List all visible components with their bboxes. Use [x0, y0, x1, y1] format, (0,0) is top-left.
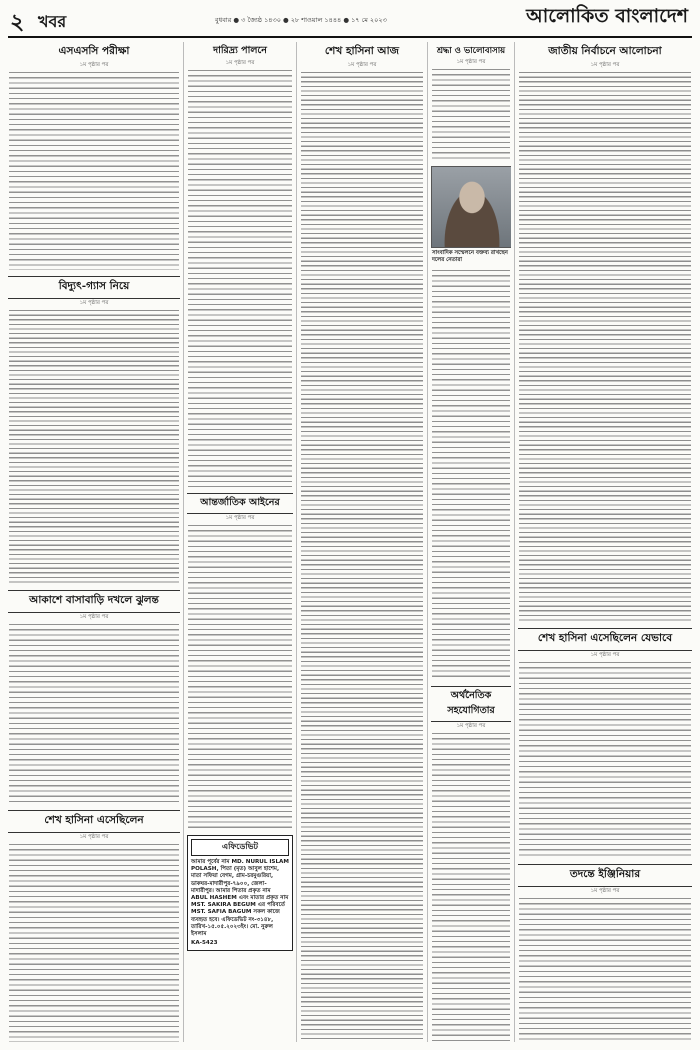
story-shroddha-continued: [431, 270, 511, 680]
story-body-text: [432, 733, 510, 1042]
story-orthonoitik: [431, 684, 511, 1042]
story-body-text: [9, 844, 179, 1042]
story-jatiyo: [518, 42, 692, 622]
story-bidyut: [8, 274, 180, 584]
story-jump-note: ১ম পৃষ্ঠার পর: [456, 723, 486, 729]
story-jump-note: ১ম পৃষ্ঠার পর: [590, 888, 620, 894]
story-headline: আন্তর্জাতিক আইনের: [187, 493, 293, 514]
news-photo: [431, 166, 511, 266]
story-body-text: [519, 898, 691, 1042]
story-body-text: [9, 72, 179, 270]
column-1: [8, 42, 180, 1042]
story-body-text: [519, 72, 691, 622]
affidavit-notice: [187, 835, 293, 1042]
story-body-text: [432, 270, 510, 680]
story-jump-note: ১ম পৃষ্ঠার পর: [79, 834, 109, 840]
story-body-text: [301, 72, 423, 1042]
story-headline: শেখ হাসিনা আজ: [324, 45, 400, 57]
photo-caption: সাংবাদিক সম্মেলনে বক্তব্য রাখছেন দলের নেতারা: [432, 250, 508, 263]
affidavit-code: KA-5423: [191, 940, 218, 947]
story-daritro: [187, 42, 293, 487]
story-jump-note: ১ম পৃষ্ঠার পর: [225, 60, 255, 66]
story-jump-note: ১ম পৃষ্ঠার পর: [79, 614, 109, 620]
story-headline: জাতীয় নির্বাচনে আলোচনা: [548, 45, 662, 57]
column-divider: [296, 42, 297, 1042]
column-2: [187, 42, 293, 1042]
column-divider: [183, 42, 184, 1042]
story-body-text: [188, 70, 292, 487]
story-headline: আকাশে বাসাবাড়ি দখলে ঝুলন্ত: [8, 590, 180, 613]
story-antorjatik: [187, 491, 293, 831]
story-headline: এসএসসি পরীক্ষা: [58, 45, 130, 57]
affidavit-text: আমার পূর্বের নাম MD. NURUL ISLAM POLASH, পিতা (মৃত) আবুল হাশেম, মাতা সফিয়া বেগম, গ্রাম-চরমুগুরিয়া, ডাকঘর-মাদারীপুর-৭৯০০, জেলা-মাদারীপুর। আমার পিতার প্রকৃত নাম ABUL HASHEM এবং মাতার প্রকৃত নাম MST. SAKIRA BEGUM এর পরিবর্তে MST. SAFIA BAGUM সকল কাজে ব্যবহৃত হবে। এফিডেভিট নং-৩১৪৮, তারিখ-১৫.০৫.২০২৩ইং। মো. নুরুল ইসলাম: [191, 859, 289, 938]
story-jump-note: ১ম পৃষ্ঠার পর: [590, 62, 620, 68]
story-akashe: [8, 588, 180, 804]
page-number: ২: [10, 9, 25, 35]
story-body-text: [519, 662, 691, 858]
masthead-logo: আলোকিত বাংলাদেশ: [526, 5, 688, 27]
story-headline: বিদ্যুৎ-গ্যাস নিয়ে: [8, 276, 180, 299]
story-headline: শ্রদ্ধা ও ভালোবাসায়: [436, 46, 506, 56]
story-sheikh-hasina-left: [8, 808, 180, 1042]
column-divider: [514, 42, 515, 1042]
story-jump-note: ১ম পৃষ্ঠার পর: [79, 300, 109, 306]
story-body-text: [9, 624, 179, 804]
story-headline: দারিদ্র্য পালনে: [213, 45, 267, 56]
story-jump-note: ১ম পৃষ্ঠার পর: [79, 62, 109, 68]
story-headline: তদন্তে ইঞ্জিনিয়ার: [518, 864, 692, 887]
story-tondonto: [518, 862, 692, 1042]
section-name: খবর: [38, 12, 67, 31]
story-headline: শেখ হাসিনা এসেছিলেন যেভাবে: [518, 628, 692, 651]
news-photo-image: [431, 166, 511, 248]
affidavit-title: এফিডেভিট: [191, 839, 289, 856]
story-shroddha: [431, 42, 511, 162]
affidavit-box: [187, 835, 293, 951]
story-ssc: [8, 42, 180, 270]
story-headline: অর্থনৈতিক সহযোগিতার: [431, 686, 511, 722]
column-divider: [427, 42, 428, 1042]
story-jump-note: ১ম পৃষ্ঠার পর: [347, 62, 377, 68]
header-rule: [8, 36, 692, 38]
story-sheikh-hasina-aj: [300, 42, 424, 1042]
story-body-text: [9, 310, 179, 584]
story-jump-note: ১ম পৃষ্ঠার পর: [456, 59, 486, 65]
column-4: [431, 42, 511, 1042]
dateline: বুধবার ● ৩ জ্যৈষ্ঠ ১৪৩০ ● ২৮ শাওয়াল ১৪৪৪ ● ১৭ মে ২০২৩: [215, 16, 387, 24]
story-jump-note: ১ম পৃষ্ঠার পর: [590, 652, 620, 658]
column-5: [518, 42, 692, 1042]
page-header: [0, 0, 700, 40]
story-body-text: [188, 525, 292, 831]
story-body-text: [432, 69, 510, 162]
column-3: [300, 42, 424, 1042]
story-sheikh-hasina-right: [518, 626, 692, 858]
story-jump-note: ১ম পৃষ্ঠার পর: [225, 515, 255, 521]
story-headline: শেখ হাসিনা এসেছিলেন: [8, 810, 180, 833]
